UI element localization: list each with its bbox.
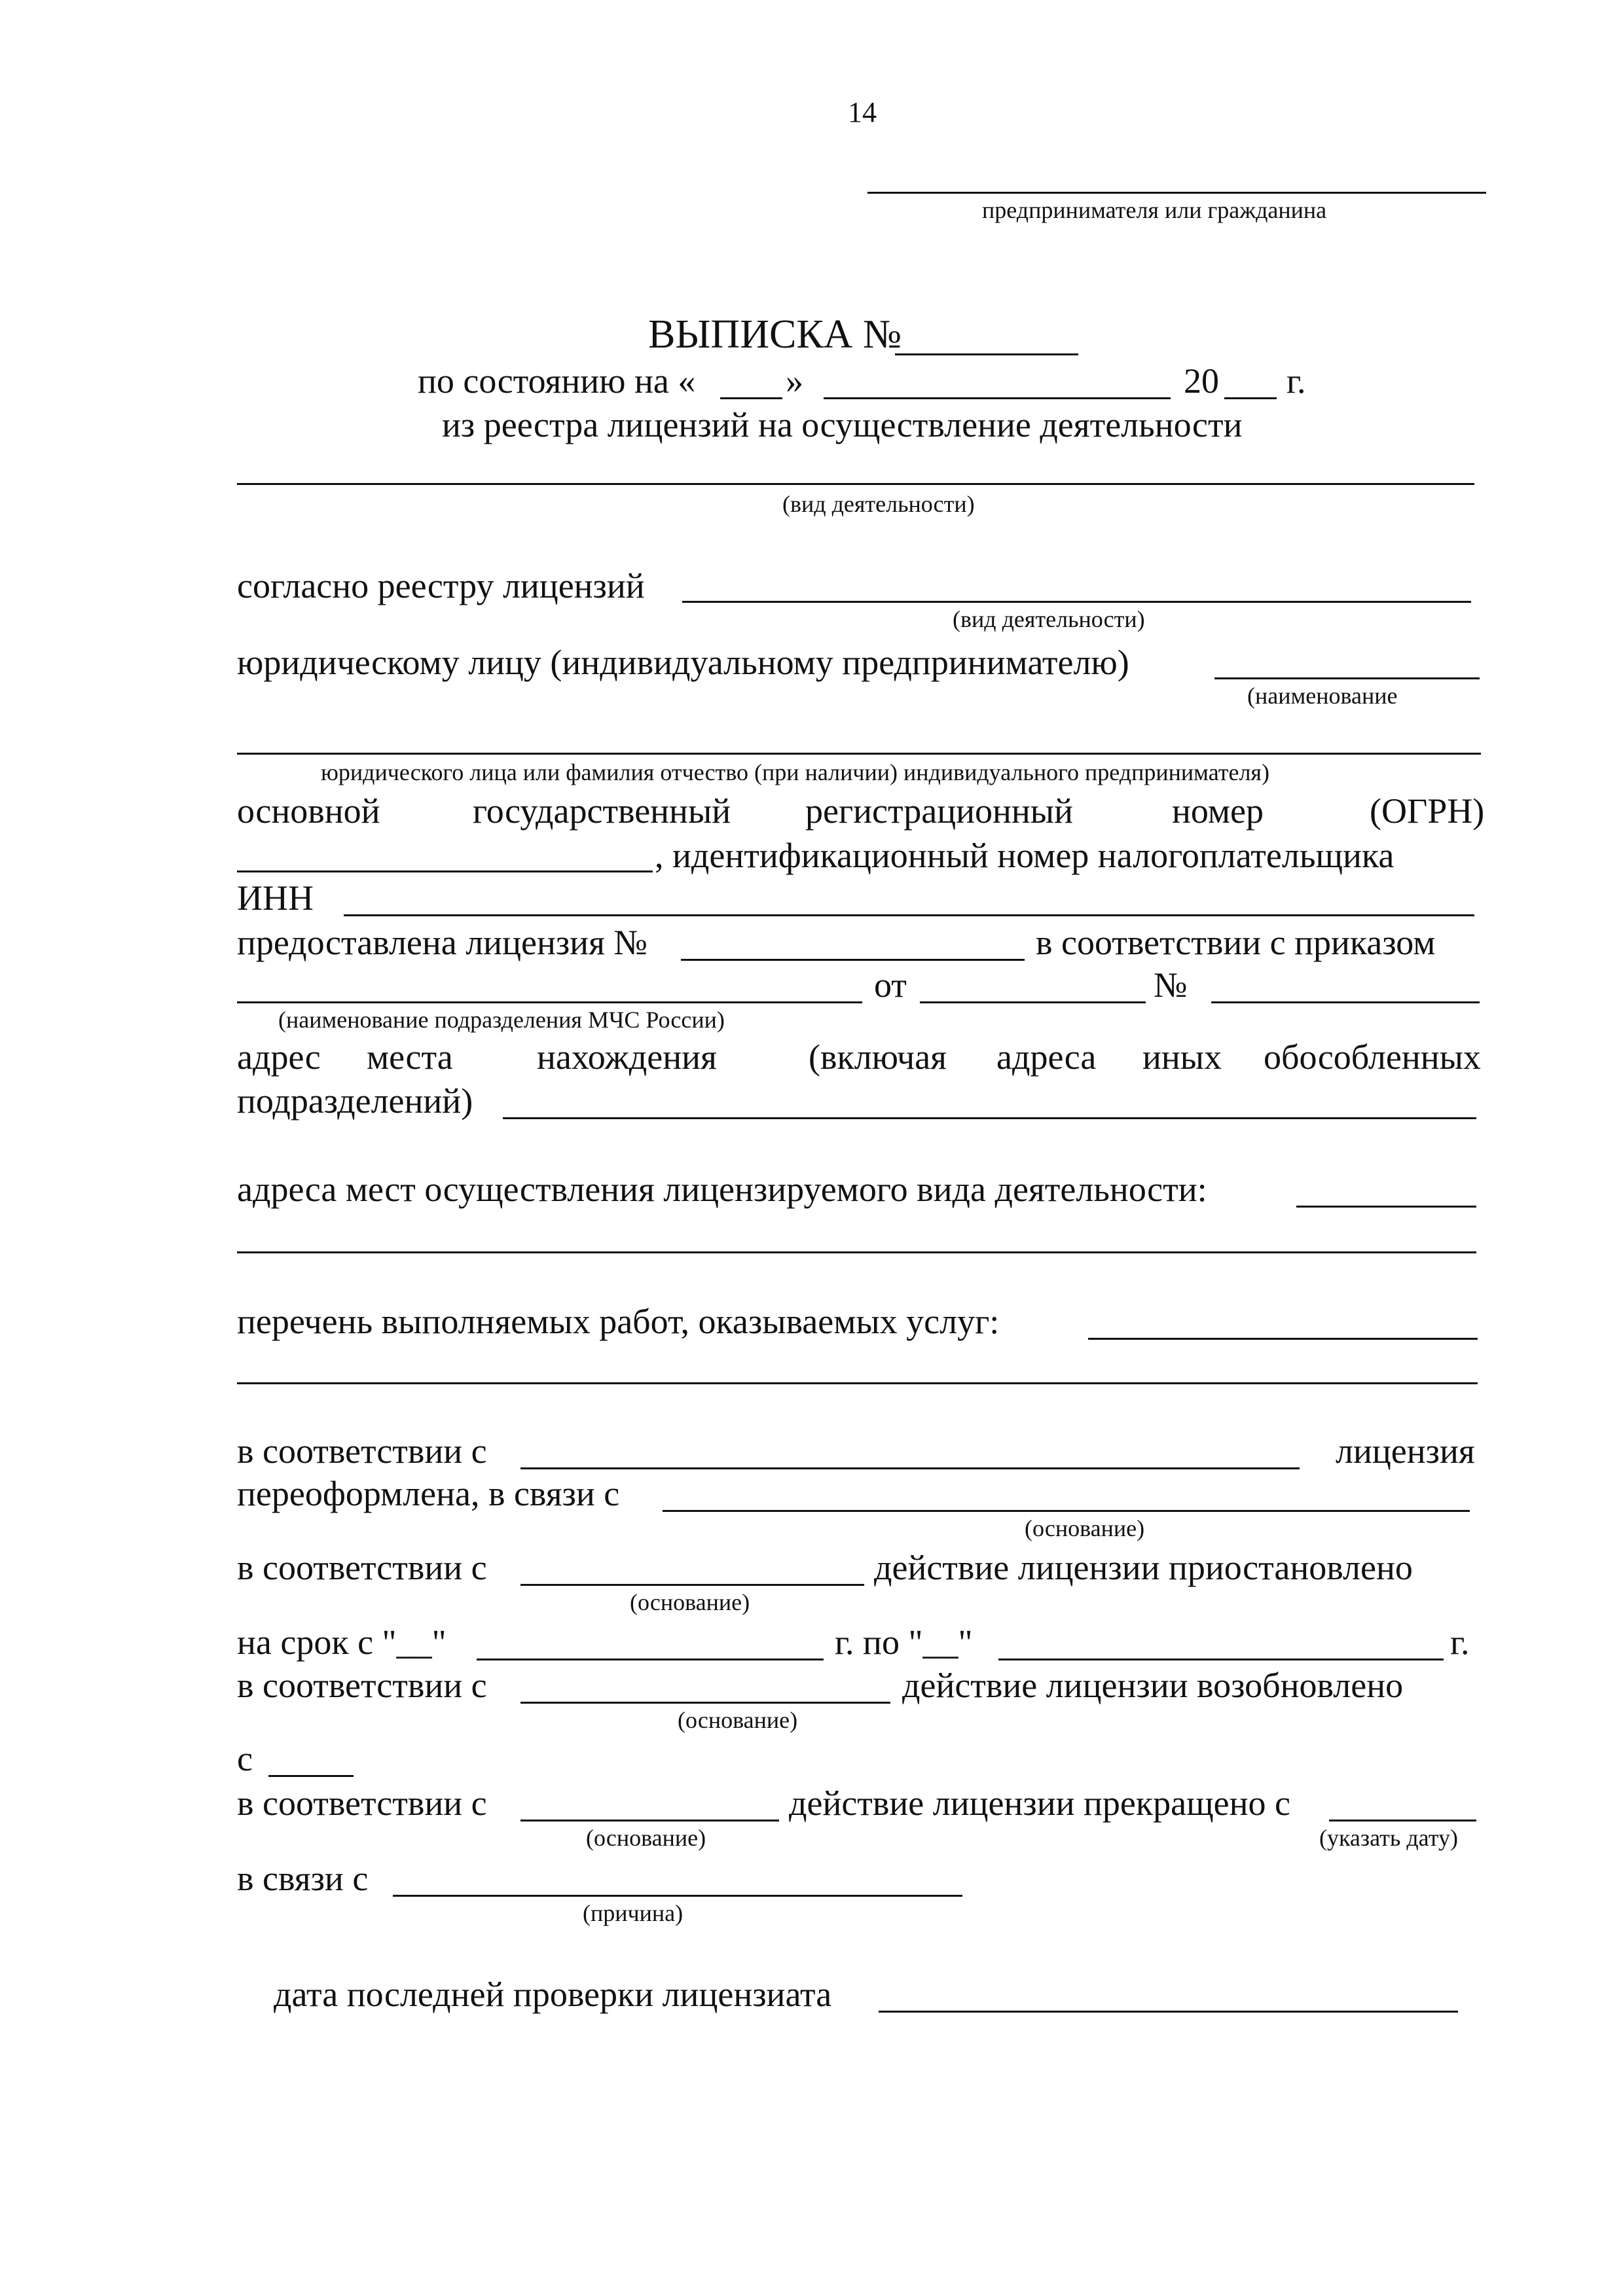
reissued-reason-line [663,1510,1470,1512]
activity-type-line [237,483,1474,485]
address-word-4: (включая [809,1037,947,1077]
address-line2-label: подразделений) [237,1081,473,1121]
works-list-line [237,1382,1478,1384]
ogrn-blank [237,870,653,872]
as-of-month-blank [824,397,1171,399]
terminate-basis-line [520,1820,779,1821]
title-number-blank [895,353,1078,355]
registry-activity-line [682,601,1471,603]
activity-addresses-line [237,1251,1476,1253]
resume-basis-caption: (основание) [678,1707,798,1733]
order-date-blank [920,1001,1146,1003]
reissue-according-label: в соответствии с [237,1431,487,1471]
title-text: ВЫПИСКА № [648,312,902,357]
works-list-blank [1088,1338,1478,1340]
name-caption: (наименование [1247,683,1398,709]
address-word-7: обособленных [1264,1037,1481,1077]
as-of-line [418,363,695,399]
due-to-reason-line [393,1895,962,1897]
address-word-2: места [367,1037,453,1077]
as-of-prefix: по состоянию на « [418,361,696,401]
activity-type-caption: (вид деятельности) [782,491,975,517]
suspend-according-label: в соответствии с [237,1548,487,1587]
page-number: 14 [848,96,877,128]
suspend-basis-line [520,1584,864,1586]
division-caption: (наименование подразделения МЧС России) [278,1007,725,1033]
resumed-label: действие лицензии возобновлено [902,1666,1404,1705]
ogrn-word-5: (ОГРН) [1370,791,1485,831]
term-end: г. [1450,1623,1470,1662]
terminate-date-blank [1329,1820,1476,1821]
license-word: лицензия [1336,1431,1475,1471]
address-word-5: адреса [996,1037,1097,1077]
resume-basis-line [520,1702,890,1704]
subtitle: из реестра лицензий на осуществление деятельности [442,405,1243,444]
as-of-quote-close: » [786,361,803,401]
due-to-label: в связи с [237,1859,369,1898]
according-registry-label: согласно реестру лицензий [237,566,645,605]
inn-line [344,914,1474,916]
activity-addresses-label: адреса мест осуществления лицензируемого вида деятельности: [237,1170,1207,1209]
works-list-label: перечень выполняемых работ, оказываемых услуг: [237,1302,1000,1341]
legal-entity-label: юридическому лицу (индивидуальному предпринимателю) [237,643,1129,682]
resume-date-blank [268,1775,354,1777]
address-word-1: адрес [237,1037,321,1077]
terminate-according-label: в соответствии с [237,1784,487,1823]
license-number-blank [681,959,1025,961]
top-signature-line [867,192,1486,194]
document-title [648,314,902,355]
as-of-day-blank [720,397,782,399]
last-check-line [879,2011,1458,2013]
resume-from-label: с [237,1739,253,1778]
reissue-basis-line [520,1467,1300,1469]
order-number-label: № [1154,965,1188,1005]
term-prefix: на срок с "__" [237,1623,447,1662]
division-line [237,1001,862,1003]
term-from-blank [477,1659,824,1660]
name-caption-cont: юридического лица или фамилия отчество (при наличии) индивидуального предпринимателя) [321,759,1269,785]
order-label: в соответствии с приказом [1036,923,1436,962]
order-number-blank [1211,1001,1480,1003]
reissue-basis-caption: (основание) [1025,1515,1145,1541]
legal-entity-line [1214,677,1480,679]
suspended-label: действие лицензии приостановлено [874,1548,1413,1587]
order-from-label: от [874,965,907,1005]
inn-label: ИНН [237,878,314,918]
year-prefix: 20 [1184,361,1219,401]
activity-addresses-blank [1296,1206,1476,1208]
year-blank [1224,397,1277,399]
reissued-label: переоформлена, в связи с [237,1474,620,1513]
ogrn-word-2: государственный [473,791,731,831]
resume-according-label: в соответствии с [237,1666,487,1705]
address-line [503,1117,1476,1119]
name-line [237,753,1481,755]
address-word-6: иных [1142,1037,1222,1077]
ogrn-word-4: номер [1172,791,1264,831]
address-word-3: нахождения [537,1037,717,1077]
license-granted-label: предоставлена лицензия № [237,923,647,962]
terminated-label: действие лицензии прекращено с [789,1784,1290,1823]
term-mid: г. по "__" [835,1623,973,1662]
terminate-date-caption: (указать дату) [1319,1825,1458,1851]
ogrn-word-1: основной [237,791,380,831]
last-check-label: дата последней проверки лицензиата [274,1975,832,2014]
reason-caption: (причина) [583,1900,684,1926]
inn-description: , идентификационный номер налогоплательщика [655,836,1395,875]
year-suffix: г. [1286,361,1306,401]
ogrn-word-3: регистрационный [805,791,1073,831]
top-caption: предпринимателя или гражданина [982,197,1327,223]
suspend-basis-caption: (основание) [630,1589,750,1615]
term-to-blank [998,1659,1444,1660]
registry-activity-caption: (вид деятельности) [953,606,1145,632]
terminate-basis-caption: (основание) [586,1825,706,1851]
